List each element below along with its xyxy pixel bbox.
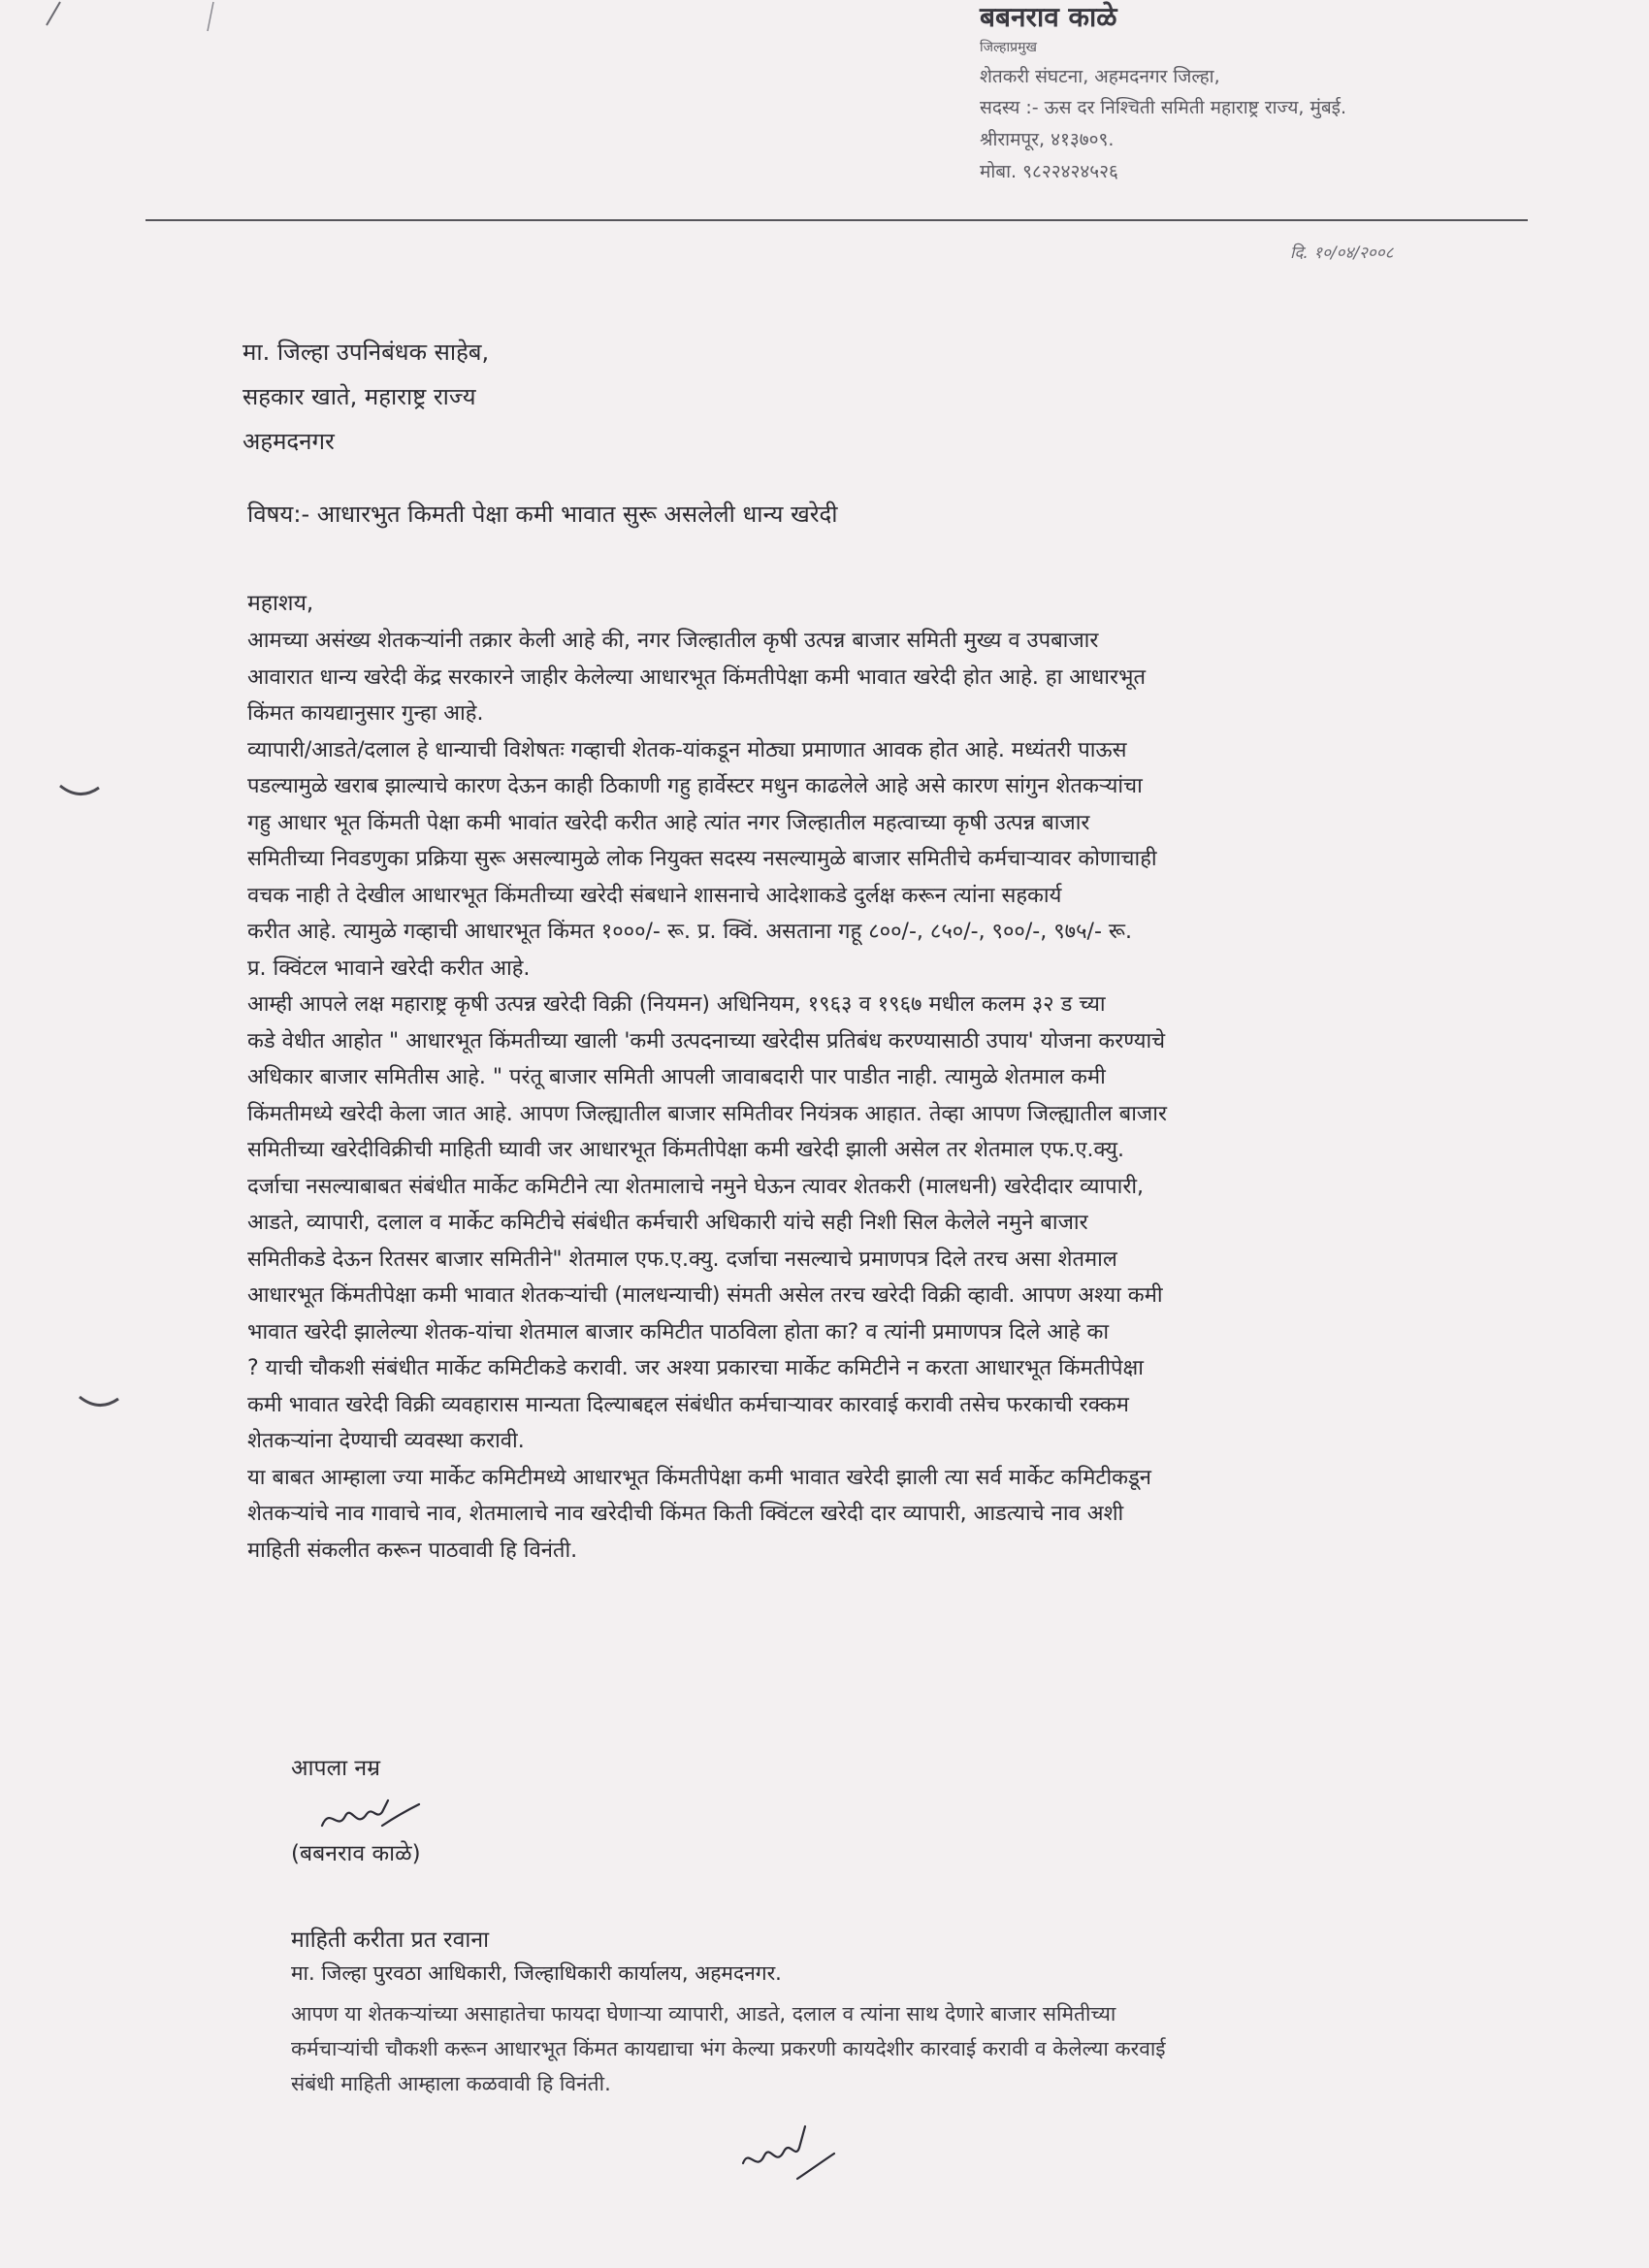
body-line: आमच्या असंख्य शेतकऱ्यांनी तक्रार केली आहे की, नगर जिल्हातील कृषी उत्पन्न बाजार समिती मुख्य व उपबाजार [247, 629, 1099, 653]
body-line: दर्जाचा नसल्याबाबत संबंधीत मार्केट कमिटीने त्या शेतमालाचे नमुने घेऊन त्यावर शेतकरी (मालधनी) खरेदीदार व्यापारी, [247, 1174, 1145, 1199]
letterhead-name: बबनराव काळे [980, 1, 1117, 33]
body-line: ? याची चौकशी संबंधीत मार्केट कमिटीकडे करावी. जर अश्या प्रकारचा मार्केट कमिटीने न करता आधारभूत किंमतीपेक्षा [247, 1356, 1144, 1380]
letter-date: दि. १०/०४/२००८ [1290, 243, 1394, 263]
closing: आपला नम्र [291, 1756, 380, 1781]
body-line: शेतकऱ्यांना देण्याची व्यवस्था करावी. [247, 1429, 525, 1453]
body-line: पडल्यामुळे खराब झाल्याचे कारण देऊन काही ठिकाणी गहु हार्वेस्टर मधुन काढलेले आहे असे कारण सांगुन शेतकऱ्यांचा [247, 774, 1143, 798]
copy-label: माहिती करीता प्रत रवाना [291, 1928, 490, 1953]
body-line: आम्ही आपले लक्ष महाराष्ट्र कृषी उत्पन्न खरेदी विक्री (नियमन) अधिनियम, १९६३ व १९६७ मधील कलम ३२ ड च्या [247, 992, 1106, 1017]
copy-recipient: मा. जिल्हा पुरवठा आधिकारी, जिल्हाधिकारी कार्यालय, अहमदनगर. [291, 1961, 782, 1985]
body-line: अधिकार बाजार समितीस आहे. " परंतू बाजार समिती आपली जावाबदारी पार पाडीत नाही. त्यामुळे शेतमाल कमी [247, 1065, 1106, 1089]
handwritten-signature [737, 2115, 844, 2192]
body-line: व्यापारी/आडते/दलाल हे धान्याची विशेषतः गव्हाची शेतक-यांकडून मोठ्या प्रमाणात आवक होत आहे. मध्यंतरी पाऊस [247, 737, 1127, 762]
handwritten-signature [318, 1797, 425, 1839]
letterhead-divider [146, 219, 1528, 221]
body-line: प्र. क्विंटल भावाने खरेदी करीत आहे. [247, 956, 531, 981]
body-line: शेतकऱ्यांचे नाव गावाचे नाव, शेतमालाचे नाव खरेदीची किंमत किती क्विंटल खरेदी दार व्यापारी, आडत्याचे नाव अशी [247, 1502, 1124, 1526]
salutation: महाशय, [247, 591, 314, 616]
letter-subject: विषय:- आधारभुत किमती पेक्षा कमी भावात सुरू असलेली धान्य खरेदी [247, 501, 838, 528]
letterhead [980, 0, 1620, 184]
body-line: आवारात धान्य खरेदी केंद्र सरकारने जाहीर केलेल्या आधारभूत किंमतीपेक्षा कमी भावात खरेदी होत आहे. हा आधारभूत [247, 664, 1146, 690]
scan-corner-mark [19, 0, 78, 39]
copy-body [291, 1996, 1523, 2101]
letterhead-designation: जिल्हाप्रमुख [980, 40, 1037, 55]
body-line: कमी भावात खरेदी विक्री व्यवहारास मान्यता दिल्याबद्दल संबंधीत कर्मचाऱ्यावर कारवाई करावी तसेच फरकाची रक्कम [247, 1392, 1129, 1417]
body-line: वचक नाही ते देखील आधारभूत किंमतीच्या खरेदी संबधाने शासनाचे आदेशाकडे दुर्लक्ष करून त्यांना सहकार्य [247, 883, 1062, 908]
addressee-line: सहकार खाते, महाराष्ट्र राज्य [242, 383, 476, 410]
letterhead-organization: शेतकरी संघटना, अहमदनगर जिल्हा, [980, 65, 1220, 87]
body-line: माहिती संकलीत करून पाठवावी हि विनंती. [247, 1538, 578, 1563]
body-line: समितीच्या निवडणुका प्रक्रिया सुरू असल्यामुळे लोक नियुक्त सदस्य नसल्यामुळे बाजार समितीचे कर्मचाऱ्यावर कोणाचाही [247, 847, 1157, 871]
letterhead-address: श्रीरामपूर, ४१३७०९. [980, 129, 1115, 150]
body-line: कडे वेधीत आहोत " आधारभूत किंमतीच्या खाली 'कमी उत्पदनाच्या खरेदीस प्रतिबंध करण्यासाठी उपाय' योजना करण्याचे [247, 1028, 1166, 1053]
body-line: समितीकडे देऊन रितसर बाजार समितीने" शेतमाल एफ.ए.क्यु. दर्जाचा नसल्याचे प्रमाणपत्र दिले तरच असा शेतमाल [247, 1247, 1117, 1272]
body-line: गहु आधार भूत किंमती पेक्षा कमी भावांत खरेदी करीत आहे त्यांत नगर जिल्हातील महत्वाच्या कृषी उत्पन्न बाजार [247, 810, 1090, 835]
addressee-line: मा. जिल्हा उपनिबंधक साहेब, [242, 339, 490, 366]
body-line: आधारभूत किंमतीपेक्षा कमी भावात शेतकऱ्यांची (मालधन्याची) संमती असेल तरच खरेदी विक्री व्हावी. आपण अश्या कमी [247, 1283, 1163, 1308]
body-line: भावात खरेदी झालेल्या शेतक-यांचा शेतमाल बाजार कमिटीत पाठविला होता का? व त्यांनी प्रमाणपत्र दिले आहे का [247, 1319, 1110, 1345]
body-line: किंमत कायद्यानुसार गुन्हा आहे. [247, 701, 484, 726]
letter-body [247, 623, 1484, 1569]
punch-hole-mark [56, 782, 103, 805]
body-line: समितीच्या खरेदीविक्रीची माहिती घ्यावी जर आधारभूत किंमतीपेक्षा कमी खरेदी झाली असेल तर शेतमाल एफ.ए.क्यु. [247, 1138, 1125, 1162]
copy-line: कर्मचाऱ्यांची चौकशी करून आधारभूत किंमत कायद्याचा भंग केल्या प्रकरणी कायदेशीर कारवाई करावी व केलेल्या करवाई [291, 2037, 1166, 2060]
addressee-line: अहमदनगर [242, 428, 335, 455]
letterhead-mobile: मोबा. ९८२२४२४५२६ [980, 160, 1118, 182]
copy-line: आपण या शेतकऱ्यांच्या असाहातेचा फायदा घेणाऱ्या व्यापारी, आडते, दलाल व त्यांना साथ देणारे बाजार समितीच्या [291, 2002, 1116, 2025]
punch-hole-mark [76, 1393, 122, 1416]
body-line: किंमतीमध्ये खरेदी केला जात आहे. आपण जिल्ह्यातील बाजार समितीवर नियंत्रक आहात. तेव्हा आपण जिल्ह्यातील बाजार [247, 1101, 1167, 1126]
body-line: करीत आहे. त्यामुळे गव्हाची आधारभूत किंमत १०००/- रू. प्र. क्विं. असताना गहू ८००/-, ८५०/-, ९००/-, ९७५/- रू. [247, 920, 1132, 944]
scan-corner-mark [194, 0, 233, 39]
addressee-block [242, 330, 489, 464]
signatory-name: (बबनराव काळे) [291, 1841, 421, 1866]
body-line: या बाबत आम्हाला ज्या मार्केट कमिटीमध्ये आधारभूत किंमतीपेक्षा कमी भावात खरेदी झाली त्या सर्व मार्केट कमिटीकडून [247, 1465, 1152, 1490]
body-line: आडते, व्यापारी, दलाल व मार्केट कमिटीचे संबंधीत कर्मचारी अधिकारी यांचे सही निशी सिल केलेले नमुने बाजार [247, 1211, 1088, 1235]
letterhead-membership: सदस्य :- ऊस दर निश्चिती समिती महाराष्ट्र राज्य, मुंबई. [980, 97, 1347, 119]
copy-line: संबंधी माहिती आम्हाला कळवावी हि विनंती. [291, 2072, 611, 2095]
